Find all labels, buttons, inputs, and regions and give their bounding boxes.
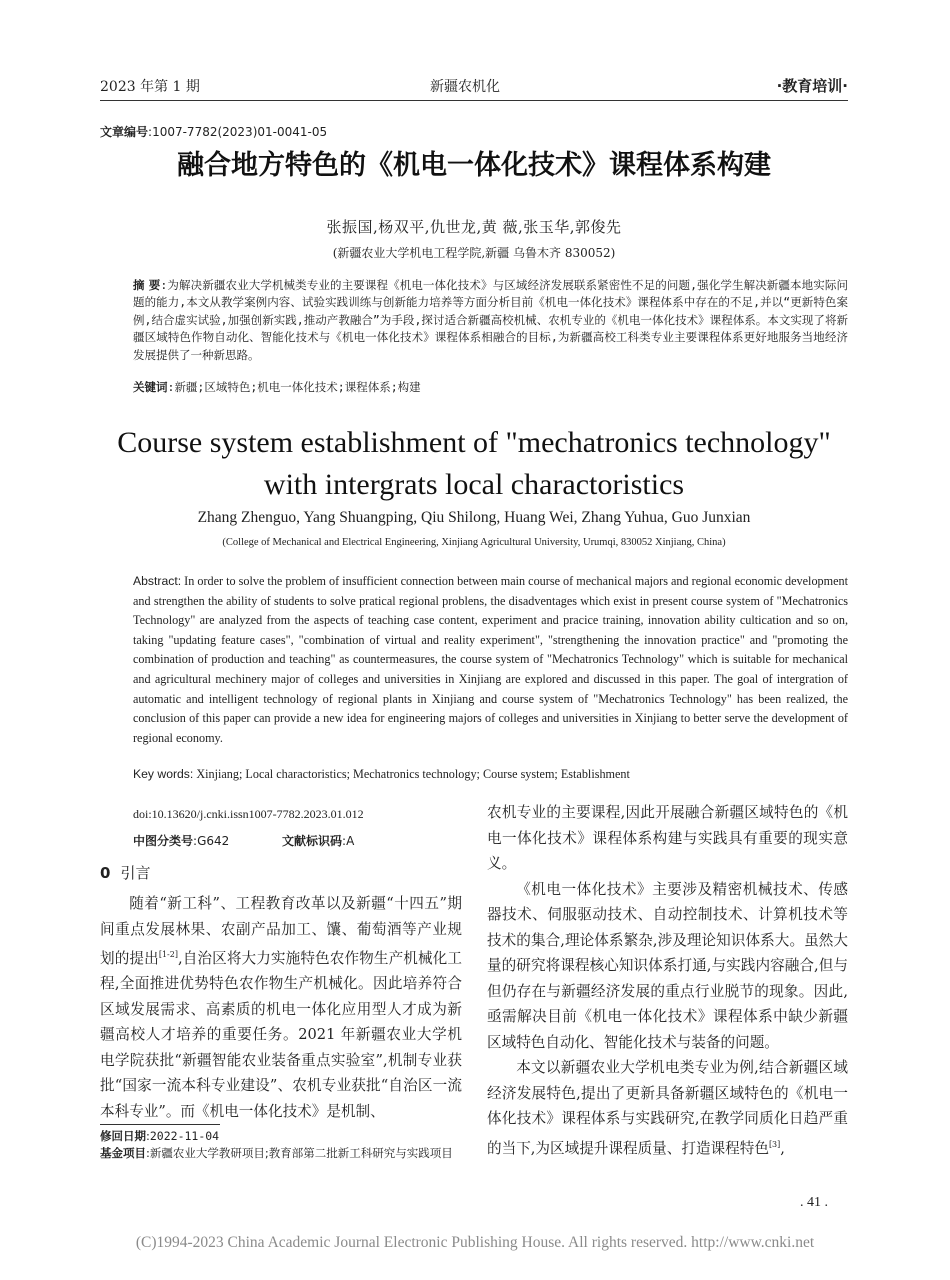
doc-code-label: 文献标识码 xyxy=(282,834,343,848)
title-en: Course system establishment of "mechatronics technology" with intergrats local charactoristics xyxy=(117,426,831,501)
keywords-cn-label: 关键词 xyxy=(133,380,168,394)
affiliation-en: (College of Mechanical and Electrical Engineering, Xinjiang Agricultural University, Urumqi, 830052 Xinjiang, China) xyxy=(222,537,726,548)
received-value: 2022-11-04 xyxy=(149,1129,220,1143)
title-cn: 融合地方特色的《机电一体化技术》课程体系构建 xyxy=(177,150,771,181)
clc-value: G642 xyxy=(197,834,230,848)
page-number: . 41 . xyxy=(800,1195,828,1210)
received-label: 修回日期 xyxy=(100,1129,146,1143)
keywords-cn-text: 新疆;区域特色;机电一体化技术;课程体系;构建 xyxy=(174,380,421,394)
abstract-en xyxy=(133,572,848,748)
body-right-column xyxy=(487,800,848,1161)
citation: [1-2] xyxy=(158,950,178,959)
citation: [3] xyxy=(768,1139,781,1149)
section-label: ·教育培训· xyxy=(776,77,848,95)
abstract-cn: 摘 要:为解决新疆农业大学机械类专业的主要课程《机电一体化技术》与区域经济发展联系紧密性不足的问题,强化学生解决新疆本地实际问题的能力,本文从教学案例内容、试验实践训练与创新能力培养等方面分析目前《机电一体化技术》课程体系中存在的不足,并以“更新特色案例,结合虚实试验,加强创新实践,推动产教融合”为手段,探讨适合新疆高校机械、农机专业的《机电一体化技术》课程体系。本文实现了将新疆区域特色作物自动化、智能化技术与《机电一体化技术》课程体系相融合的目标,为新疆高校工科类专业主要课程体系更好地服务当地经济发展提供了一种新思路。 xyxy=(133,278,848,362)
body-left-column xyxy=(100,891,462,1124)
paragraph: 《机电一体化技术》主要涉及精密机械技术、传感器技术、伺服驱动技术、自动控制技术、计算机技术等技术的集合,理论体系繁杂,涉及理论知识体系大。虽然大量的研究将课程核心知识体系打通,与实践内容融合,但与但仍存在与新疆经济发展的重点行业脱节的现象。因此,亟需解决目前《机电一体化技术》课程体系中缺少新疆区域特色自动化、智能化技术与装备的问题。 xyxy=(487,880,848,1051)
article-number-value: 1007-7782(2023)01-0041-05 xyxy=(152,125,328,139)
article-number: 文章编号:1007-7782(2023)01-0041-05 xyxy=(100,125,328,139)
affiliation-cn: (新疆农业大学机电工程学院,新疆 乌鲁木齐 830052) xyxy=(332,246,616,260)
paragraph-text: , xyxy=(780,1139,785,1157)
document-code: 文献标识码:A xyxy=(282,834,355,848)
abstract-cn-text: 为解决新疆农业大学机械类专业的主要课程《机电一体化技术》与区域经济发展联系紧密性不足的问题,强化学生解决新疆本地实际问题的能力,本文从教学案例内容、试验实践训练与创新能力培养等方面分析目前《机电一体化技术》课程体系中存在的不足,并以“更新特色案例,结合虚实试验,加强创新实践,推动产教融合”为手段,探讨适合新疆高校机械、农机专业的《机电一体化技术》课程体系。本文实现了将新疆区域特色作物自动化、智能化技术与《机电一体化技术》课程体系相融合的目标,为新疆高校工科类专业主要课程体系更好地服务当地经济发展提供了一种新思路。 xyxy=(133,278,848,362)
section-heading xyxy=(100,862,150,883)
doc-code-value: A xyxy=(346,834,355,848)
paragraph xyxy=(100,891,462,1124)
section-number: 0 xyxy=(100,864,111,882)
abstract-en-text: In order to solve the problem of insufficient connection between main course of mechanical majors and regional economic development and strengthen the ability of students to solve pratical regional problens, the disadventages which exist in present course system of "Mechatronics Technology" are analyzed from the aspects of teaching case content, experiment and pracice training, innovation ability cultication and so on, taking "updating feature cases", "combination of virtual and reality experiment", "strengthening the innovation practice" and "promoting the combination of production and teaching" as countermeasures, the course system of "Mechatronics Technology" which is suitable for mechanical and agricultural mechinery major of colleges and universities in Xinjiang are explored and discussed in this paper. The goal of intergration of automatic and intelligent technology of regional plants in Xinjiang and course system of "Mechatronics Technology" has been realized, the conclusion of this paper can provide a new idea for engineering majors of colleges and universities in Xinjiang to better serve the development of regional economy. xyxy=(133,574,848,745)
abstract-en-label: Abstract: xyxy=(133,574,182,588)
keywords-en-text: Xinjiang; Local charactoristics; Mechatronics technology; Course system; Establishment xyxy=(196,767,630,781)
authors-cn: 张振国,杨双平,仇世龙,黄 薇,张玉华,郭俊先 xyxy=(326,218,622,236)
fund-value: 新疆农业大学教研项目;教育部第二批新工科研究与实践项目 xyxy=(149,1146,453,1160)
article-number-label: 文章编号 xyxy=(100,125,149,139)
keywords-en xyxy=(133,767,848,782)
abstract-cn-label: 摘 要 xyxy=(133,278,161,292)
clc-number: 中图分类号:G642 xyxy=(133,834,230,848)
received-date: 修回日期:2022-11-04 xyxy=(100,1129,220,1143)
header-rule xyxy=(100,100,848,101)
paragraph-text: 随着“新工科”、工程教育改革以及新疆“十四五”期间重点发展林果、农副产品加工、馕、葡萄酒等产业规划的提出 xyxy=(100,895,462,967)
paragraph xyxy=(487,1055,848,1161)
keywords-en-label: Key words: xyxy=(133,767,194,781)
authors-en: Zhang Zhenguo, Yang Shuangping, Qiu Shilong, Huang Wei, Zhang Yuhua, Guo Junxian xyxy=(197,509,751,526)
fund-project: 基金项目:新疆农业大学教研项目;教育部第二批新工科研究与实践项目 xyxy=(100,1146,453,1160)
paragraph-text: ,自治区将大力实施特色农作物生产机械化工程,全面推进优势特色农作物生产机械化。因此培养符合区域发展需求、高素质的机电一体化应用型人才成为新疆高校人才培养的重要任务。2021 年新疆农业大学机电学院获批“新疆智能农业装备重点实验室”,机制专业获批“国家一流本科专业建设”、农机专业获批“自治区一流本科专业”。而《机电一体化技术》是机制、 xyxy=(100,949,462,1120)
copyright-notice: (C)1994-2023 China Academic Journal Electronic Publishing House. All rights reserved. http://www.cnki.net xyxy=(135,1234,815,1251)
paragraph: 农机专业的主要课程,因此开展融合新疆区域特色的《机电一体化技术》课程体系构建与实践具有重要的现实意义。 xyxy=(487,804,848,872)
journal-name: 新疆农机化 xyxy=(430,79,500,95)
doi: doi:10.13620/j.cnki.issn1007-7782.2023.01.012 xyxy=(133,807,364,821)
clc-label: 中图分类号 xyxy=(133,834,194,848)
issue-label: 2023 年第 1 期 xyxy=(100,79,200,95)
keywords-cn: 关键词:新疆;区域特色;机电一体化技术;课程体系;构建 xyxy=(133,380,421,394)
fund-label: 基金项目 xyxy=(100,1146,146,1160)
section-title: 引言 xyxy=(120,864,151,882)
paragraph-text: 本文以新疆农业大学机电类专业为例,结合新疆区域经济发展特色,提出了更新具备新疆区域特色的《机电一体化技术》课程体系与实践研究,在教学同质化日趋严重的当下,为区域提升课程质量、打造课程特色 xyxy=(487,1059,848,1157)
footnote-rule xyxy=(100,1124,220,1125)
